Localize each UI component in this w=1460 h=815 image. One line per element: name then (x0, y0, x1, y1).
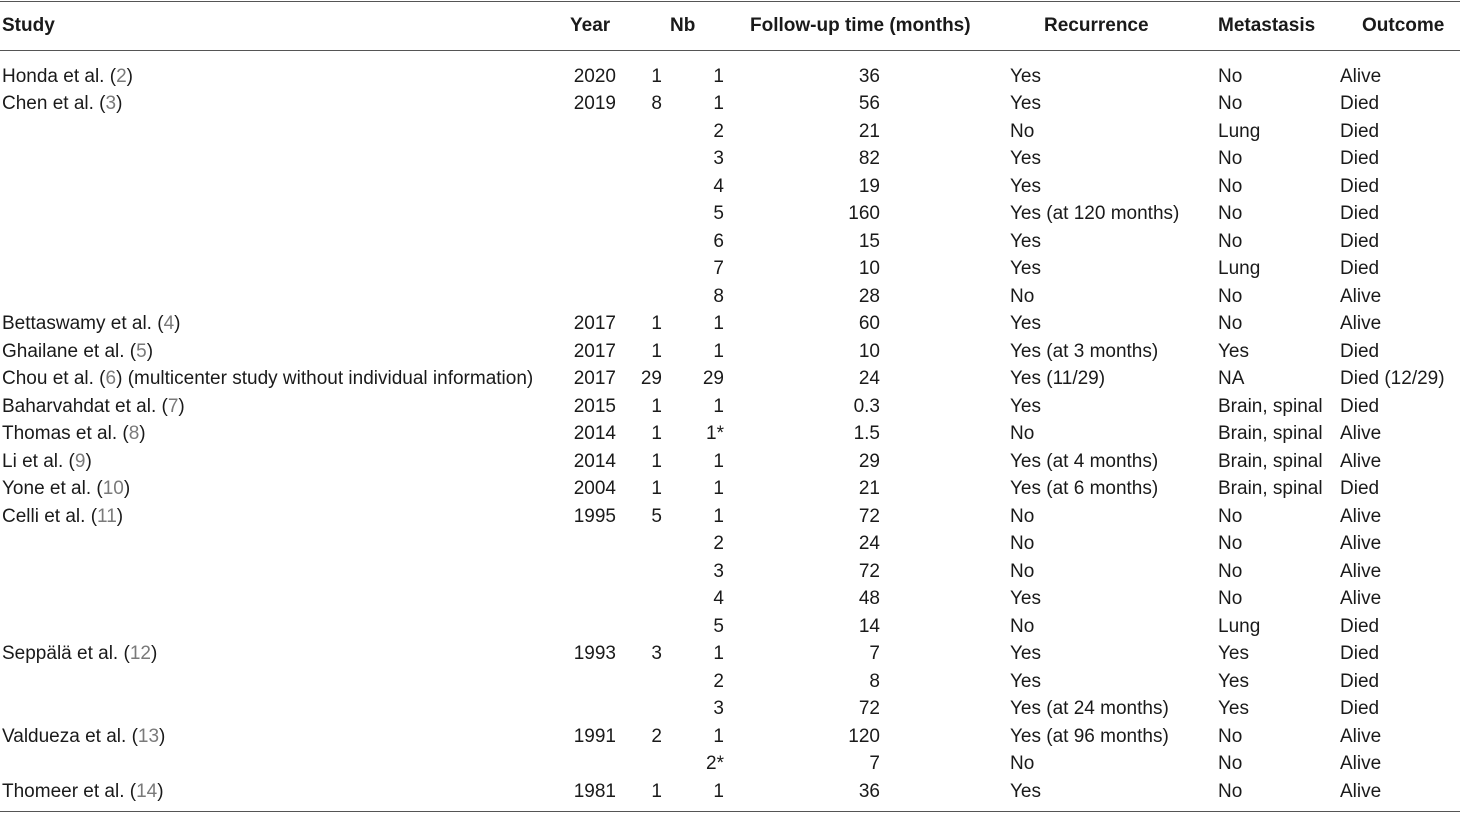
header-recurrence: Recurrence (1044, 15, 1149, 36)
followup-cell: 24 (858, 533, 880, 554)
case-cell: 3 (713, 560, 724, 582)
metastasis-cell: Yes (1218, 670, 1249, 692)
table-row (0, 200, 1460, 228)
study-cell: Yone et al. (10) (2, 478, 131, 499)
recurrence-cell: No (1010, 285, 1035, 307)
study-cell: Valdueza et al. (13) (2, 725, 166, 747)
case-cell: 1* (706, 423, 724, 444)
reference-link[interactable]: 13 (137, 725, 160, 747)
outcome-cell: Died (1340, 175, 1380, 197)
recurrence-cell: Yes (at 96 months) (1010, 725, 1169, 747)
outcome-cell: Alive (1340, 753, 1382, 774)
recurrence-cell: Yes (1010, 313, 1041, 334)
followup-cell: 21 (858, 120, 880, 142)
year-cell: 1991 (573, 725, 616, 747)
table-row (0, 448, 1460, 476)
year-cell: 2019 (573, 93, 616, 114)
case-cell: 2* (706, 753, 724, 774)
table-row (0, 750, 1460, 778)
study-name: Thomas et al. (2, 423, 118, 444)
recurrence-cell: Yes (1010, 93, 1041, 114)
table-row (0, 338, 1460, 366)
metastasis-cell: No (1218, 753, 1243, 774)
recurrence-cell: Yes (1010, 588, 1041, 609)
outcome-cell: Alive (1340, 505, 1382, 527)
nb-cell: 1 (651, 65, 662, 87)
outcome-cell: Died (1340, 478, 1380, 499)
nb-cell: 5 (651, 505, 662, 527)
followup-cell: 36 (858, 780, 880, 802)
recurrence-cell: No (1010, 120, 1035, 142)
table-row (0, 695, 1460, 723)
table-row (0, 310, 1460, 338)
metastasis-cell: Brain, spinal (1218, 450, 1323, 472)
recurrence-cell: Yes (1010, 643, 1041, 664)
case-cell: 6 (713, 230, 724, 252)
followup-cell: 7 (869, 753, 880, 774)
outcome-cell: Died (1340, 670, 1380, 692)
case-cell: 1 (713, 643, 724, 664)
nb-cell: 2 (651, 725, 662, 747)
recurrence-cell: No (1010, 533, 1035, 554)
outcome-cell: Died (1340, 148, 1380, 169)
case-cell: 3 (713, 148, 724, 169)
followup-cell: 29 (858, 450, 880, 472)
outcome-cell: Alive (1340, 65, 1382, 87)
metastasis-cell: Brain, spinal (1218, 478, 1323, 499)
year-cell: 1993 (573, 643, 616, 664)
outcome-cell: Died (1340, 698, 1380, 719)
reference-link[interactable]: 8 (128, 423, 140, 444)
outcome-cell: Died (12/29) (1340, 368, 1445, 389)
followup-cell: 48 (858, 588, 880, 609)
outcome-cell: Died (1340, 395, 1380, 417)
recurrence-cell: Yes (at 24 months) (1010, 698, 1169, 719)
study-name: Seppälä et al. (2, 643, 119, 664)
bottom-rule (0, 811, 1460, 812)
recurrence-cell: Yes (1010, 230, 1041, 252)
table-row (0, 558, 1460, 586)
header-rule (0, 50, 1460, 51)
recurrence-cell: Yes (at 4 months) (1010, 450, 1159, 472)
outcome-cell: Alive (1340, 313, 1382, 334)
year-cell: 2015 (573, 395, 616, 417)
recurrence-cell: No (1010, 560, 1035, 582)
reference-link[interactable]: 5 (136, 340, 147, 362)
table-row (0, 668, 1460, 696)
outcome-cell: Alive (1340, 533, 1382, 554)
case-cell: 1 (713, 93, 724, 114)
recurrence-cell: Yes (at 120 months) (1010, 203, 1180, 224)
study-name: Yone et al. (2, 478, 92, 499)
followup-cell: 24 (858, 368, 880, 389)
outcome-cell: Died (1340, 203, 1380, 224)
table-row (0, 255, 1460, 283)
metastasis-cell: No (1218, 725, 1243, 747)
metastasis-cell: Lung (1218, 120, 1261, 142)
metastasis-cell: No (1218, 780, 1243, 802)
followup-cell: 14 (858, 615, 880, 637)
header-year: Year (570, 15, 611, 36)
study-name: Baharvahdat et al. (2, 395, 157, 417)
reference-link[interactable]: 14 (136, 780, 158, 802)
study-cell: Chou et al. (6) (multicenter study without individual information) (2, 368, 534, 389)
recurrence-cell: Yes (1010, 670, 1041, 692)
followup-cell: 8 (869, 670, 880, 692)
case-cell: 7 (713, 258, 724, 279)
study-name: Chen et al. (2, 93, 94, 114)
case-cell: 1 (713, 478, 724, 499)
followup-cell: 72 (858, 505, 880, 527)
metastasis-cell: Lung (1218, 258, 1261, 279)
table-row (0, 90, 1460, 118)
followup-cell: 36 (858, 65, 880, 87)
year-cell: 2014 (573, 450, 616, 472)
reference-link[interactable]: 2 (116, 65, 127, 87)
outcome-cell: Alive (1340, 780, 1382, 802)
table-row (0, 63, 1460, 91)
study-cell: Bettaswamy et al. (4) (2, 313, 181, 334)
recurrence-cell: Yes (1010, 175, 1041, 197)
outcome-cell: Died (1340, 230, 1380, 252)
followup-cell: 7 (869, 643, 880, 664)
study-cell: Chen et al. (3) (2, 93, 123, 114)
nb-cell: 1 (651, 478, 662, 499)
year-cell: 2020 (573, 65, 616, 87)
reference-link[interactable]: 9 (74, 450, 86, 472)
table-row (0, 283, 1460, 311)
study-cell: Li et al. (9) (2, 450, 92, 472)
metastasis-cell: Yes (1218, 643, 1249, 664)
study-name: Bettaswamy et al. (2, 313, 152, 334)
study-name: Li et al. (2, 450, 64, 472)
reference-link[interactable]: 10 (102, 478, 124, 499)
case-cell: 2 (713, 670, 724, 692)
outcome-cell: Died (1340, 340, 1380, 362)
case-cell: 5 (713, 203, 724, 224)
metastasis-cell: No (1218, 505, 1243, 527)
case-cell: 5 (713, 615, 724, 637)
nb-cell: 1 (651, 780, 662, 802)
study-name: Celli et al. (2, 505, 86, 527)
followup-cell: 1.5 (853, 423, 880, 444)
outcome-cell: Died (1340, 93, 1380, 114)
followup-cell: 72 (858, 560, 880, 582)
metastasis-cell: No (1218, 203, 1243, 224)
case-cell: 1 (713, 313, 724, 334)
table-row (0, 613, 1460, 641)
followup-cell: 19 (858, 175, 880, 197)
reference-link[interactable]: 12 (129, 643, 151, 664)
study-cell: Celli et al. (11) (2, 505, 124, 527)
outcome-cell: Alive (1340, 450, 1382, 472)
case-cell: 1 (713, 65, 724, 87)
case-cell: 1 (713, 450, 724, 472)
case-cell: 2 (713, 533, 724, 554)
recurrence-cell: Yes (1010, 148, 1041, 169)
outcome-cell: Died (1340, 120, 1380, 142)
table-row (0, 503, 1460, 531)
metastasis-cell: No (1218, 148, 1243, 169)
case-cell: 1 (713, 395, 724, 417)
year-cell: 1995 (573, 505, 616, 527)
reference-link[interactable]: 3 (105, 93, 117, 114)
year-cell: 2017 (573, 340, 616, 362)
recurrence-cell: Yes (at 6 months) (1010, 478, 1159, 499)
study-note: (multicenter study without individual information) (127, 368, 534, 389)
metastasis-cell: Yes (1218, 340, 1249, 362)
recurrence-cell: No (1010, 753, 1035, 774)
followup-cell: 160 (848, 203, 880, 224)
table-row (0, 118, 1460, 146)
metastasis-cell: No (1218, 533, 1243, 554)
case-cell: 4 (713, 175, 724, 197)
case-cell: 29 (702, 368, 724, 389)
study-name: Ghailane et al. (2, 340, 125, 362)
nb-cell: 1 (651, 395, 662, 417)
reference-link[interactable]: 11 (97, 505, 117, 527)
case-cell: 4 (713, 588, 724, 609)
followup-cell: 10 (858, 258, 880, 279)
followup-cell: 60 (858, 313, 880, 334)
study-name: Valdueza et al. (2, 725, 127, 747)
outcome-cell: Alive (1340, 588, 1382, 609)
year-cell: 2017 (573, 313, 616, 334)
metastasis-cell: Yes (1218, 698, 1249, 719)
outcome-cell: Alive (1340, 560, 1382, 582)
case-cell: 8 (713, 285, 724, 307)
metastasis-cell: No (1218, 285, 1243, 307)
table-row (0, 228, 1460, 256)
nb-cell: 8 (651, 93, 662, 114)
recurrence-cell: No (1010, 615, 1035, 637)
metastasis-cell: No (1218, 588, 1243, 609)
year-cell: 2004 (573, 478, 616, 499)
table-row (0, 420, 1460, 448)
study-cell: Baharvahdat et al. (7) (2, 395, 185, 417)
followup-cell: 82 (858, 148, 880, 169)
recurrence-cell: No (1010, 505, 1035, 527)
header-metastasis: Metastasis (1218, 15, 1316, 36)
study-name: Honda et al. (2, 65, 105, 87)
nb-cell: 1 (651, 423, 662, 444)
header-outcome: Outcome (1362, 15, 1445, 36)
study-cell: Thomeer et al. (14) (2, 780, 164, 802)
recurrence-cell: Yes (1010, 780, 1041, 802)
header-nb: Nb (670, 15, 696, 36)
table-row (0, 530, 1460, 558)
followup-cell: 56 (858, 93, 880, 114)
table-row (0, 365, 1460, 393)
outcome-cell: Alive (1340, 285, 1382, 307)
year-cell: 2017 (573, 368, 616, 389)
year-cell: 2014 (573, 423, 616, 444)
outcome-cell: Died (1340, 258, 1380, 279)
table-row (0, 145, 1460, 173)
metastasis-cell: Lung (1218, 615, 1261, 637)
followup-cell: 15 (858, 230, 880, 252)
table-row (0, 585, 1460, 613)
outcome-cell: Alive (1340, 423, 1382, 444)
metastasis-cell: No (1218, 175, 1243, 197)
study-cell: Ghailane et al. (5) (2, 340, 154, 362)
header-study: Study (2, 15, 55, 36)
outcome-cell: Died (1340, 615, 1380, 637)
table-row (0, 778, 1460, 806)
table-row (0, 640, 1460, 668)
followup-cell: 120 (848, 725, 880, 747)
reference-link[interactable]: 6 (105, 368, 117, 389)
case-cell: 1 (713, 505, 724, 527)
metastasis-cell: Brain, spinal (1218, 395, 1323, 417)
recurrence-cell: Yes (1010, 395, 1041, 417)
case-cell: 3 (713, 698, 724, 719)
case-cell: 1 (713, 340, 724, 362)
metastasis-cell: Brain, spinal (1218, 423, 1323, 444)
nb-cell: 1 (651, 340, 662, 362)
recurrence-cell: Yes (11/29) (1010, 368, 1106, 389)
metastasis-cell: No (1218, 230, 1243, 252)
metastasis-cell: No (1218, 560, 1243, 582)
followup-cell: 21 (858, 478, 880, 499)
study-name: Chou et al. (2, 368, 94, 389)
year-cell: 1981 (573, 780, 616, 802)
case-cell: 2 (713, 120, 724, 142)
metastasis-cell: No (1218, 93, 1243, 114)
followup-cell: 10 (858, 340, 880, 362)
outcome-cell: Alive (1340, 725, 1382, 747)
header-followup: Follow-up time (months) (750, 15, 971, 36)
nb-cell: 1 (651, 313, 662, 334)
case-cell: 1 (713, 780, 724, 802)
recurrence-cell: No (1010, 423, 1035, 444)
study-cell: Seppälä et al. (12) (2, 643, 158, 664)
recurrence-cell: Yes (at 3 months) (1010, 340, 1159, 362)
table-row (0, 173, 1460, 201)
reference-link[interactable]: 4 (163, 313, 175, 334)
nb-cell: 1 (651, 450, 662, 472)
nb-cell: 3 (651, 643, 662, 664)
recurrence-cell: Yes (1010, 65, 1041, 87)
followup-cell: 72 (858, 698, 880, 719)
followup-cell: 28 (858, 285, 880, 307)
followup-cell: 0.3 (853, 395, 880, 417)
table-row (0, 393, 1460, 421)
metastasis-cell: No (1218, 65, 1243, 87)
study-name: Thomeer et al. (2, 780, 125, 802)
case-cell: 1 (713, 725, 724, 747)
table-row (0, 475, 1460, 503)
outcome-cell: Died (1340, 643, 1380, 664)
study-cell: Honda et al. (2) (2, 65, 133, 87)
recurrence-cell: Yes (1010, 258, 1041, 279)
study-cell: Thomas et al. (8) (2, 423, 146, 444)
table-row (0, 723, 1460, 751)
metastasis-cell: NA (1218, 368, 1245, 389)
metastasis-cell: No (1218, 313, 1243, 334)
nb-cell: 29 (640, 368, 662, 389)
reference-link[interactable]: 7 (167, 395, 179, 417)
